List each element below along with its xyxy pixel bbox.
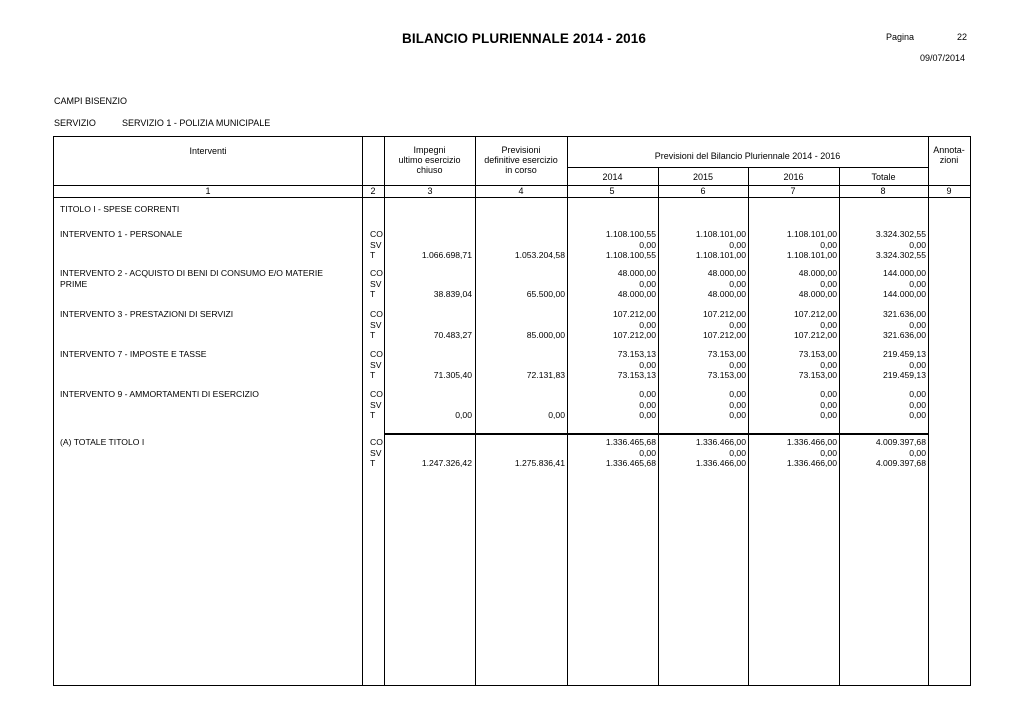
value-cell (384, 360, 472, 371)
header-2016: 2016 (783, 172, 804, 182)
value-cell: 0,00 (909, 239, 926, 250)
value-cell: 0,00 (820, 410, 837, 420)
value-column-y2015 (658, 389, 746, 421)
value-cell: 0,00 (820, 359, 837, 370)
value-cell (384, 229, 472, 240)
value-column-y2014 (567, 268, 656, 300)
header-2014: 2014 (602, 172, 623, 182)
header-previsioni: Previsioni definitive esercizio in corso (484, 145, 558, 175)
value-column-y2015 (658, 268, 746, 300)
header-2015: 2015 (692, 172, 714, 182)
value-cell: 0,00 (729, 447, 746, 458)
code-cell: CO (370, 389, 383, 399)
column-number: 4 (518, 186, 524, 196)
value-column-previsioni (475, 437, 565, 469)
value-cell: 1.108.100,55 (605, 229, 656, 239)
code-cell: T (370, 410, 376, 420)
value-cell (475, 349, 565, 360)
value-cell: 0,00 (820, 389, 837, 399)
value-cell: 0,00 (729, 399, 746, 410)
header-impegni: Impegni ultimo esercizio chiuso (398, 145, 461, 175)
value-cell: 1.108.101,00 (695, 250, 746, 260)
value-cell: 219.459,13 (882, 349, 926, 359)
value-cell: 0,00 (909, 447, 926, 458)
value-cell: 0,00 (729, 239, 746, 250)
value-cell: 107.212,00 (793, 309, 837, 319)
entity-name: CAMPI BISENZIO (54, 96, 128, 106)
code-cell: SV (370, 278, 382, 289)
value-cell: 0,00 (820, 239, 837, 250)
page-title: BILANCIO PLURIENNALE 2014 - 2016 (402, 31, 647, 46)
value-cell: 73.153,00 (798, 349, 837, 359)
value-column-y2015 (658, 349, 746, 381)
service-label: SERVIZIO (54, 118, 96, 128)
value-column-y2015 (658, 437, 746, 469)
value-cell: 1.336.465,68 (605, 437, 656, 447)
value-cell: 0,00 (639, 319, 656, 330)
value-column-totale (839, 349, 926, 381)
value-cell: 0,00 (820, 399, 837, 410)
value-column-impegni (384, 349, 472, 381)
row-label: INTERVENTO 2 - ACQUISTO DI BENI DI CONSUMO E/O MATERIE PRIME (60, 268, 323, 289)
value-cell (384, 349, 472, 360)
value-cell: 72.131,83 (526, 370, 565, 380)
value-cell: 1.053.204,58 (514, 250, 565, 260)
header-divider (54, 197, 970, 198)
value-cell (475, 320, 565, 331)
value-cell (475, 229, 565, 240)
value-column-impegni (384, 437, 472, 469)
value-cell: 1.108.100,55 (605, 250, 656, 260)
value-cell: 0,00 (820, 319, 837, 330)
value-cell (475, 389, 565, 400)
value-column-y2014 (567, 309, 656, 341)
value-cell: 48.000,00 (707, 268, 746, 278)
value-cell: 0,00 (909, 410, 926, 420)
value-column-impegni (384, 268, 472, 300)
code-cell: SV (370, 447, 382, 458)
value-cell: 38.839,04 (433, 289, 472, 299)
value-column-y2016 (748, 229, 837, 261)
value-cell: 0,00 (909, 389, 926, 399)
value-column-totale (839, 229, 926, 261)
value-cell: 1.336.466,00 (695, 458, 746, 468)
value-cell (475, 448, 565, 459)
code-cell: CO (370, 268, 383, 278)
value-cell (475, 437, 565, 448)
value-cell: 48.000,00 (798, 289, 837, 299)
value-column-y2015 (658, 309, 746, 341)
service-value: SERVIZIO 1 - POLIZIA MUNICIPALE (122, 118, 271, 128)
value-column-previsioni (475, 229, 565, 261)
value-cell: 144.000,00 (882, 289, 926, 299)
page-number: 22 (957, 32, 968, 42)
value-cell: 1.108.101,00 (695, 229, 746, 239)
value-column-previsioni (475, 268, 565, 300)
column-divider (362, 137, 363, 685)
value-cell: 73.153,13 (617, 349, 656, 359)
value-cell (475, 400, 565, 411)
column-number: 9 (946, 186, 952, 196)
value-cell: 0,00 (909, 359, 926, 370)
value-cell: 1.336.466,00 (695, 437, 746, 447)
value-column-totale (839, 389, 926, 421)
value-cell: 1.247.326,42 (421, 458, 472, 468)
value-cell: 0,00 (639, 389, 656, 399)
column-number: 3 (427, 186, 433, 196)
value-cell: 0,00 (820, 447, 837, 458)
column-number: 5 (609, 186, 615, 196)
value-cell: 321.636,00 (882, 309, 926, 319)
column-number: 1 (205, 186, 211, 196)
value-cell (384, 279, 472, 290)
value-cell: 3.324.302,55 (875, 250, 926, 260)
code-cell: SV (370, 359, 382, 370)
row-label: INTERVENTO 3 - PRESTAZIONI DI SERVIZI (60, 309, 234, 319)
report-date: 09/07/2014 (920, 53, 966, 63)
code-cell: CO (370, 229, 383, 239)
value-column-impegni (384, 389, 472, 421)
value-cell (384, 400, 472, 411)
page-label: Pagina (886, 32, 915, 42)
value-cell: 0,00 (548, 410, 565, 420)
value-column-impegni (384, 229, 472, 261)
column-number: 6 (700, 186, 706, 196)
value-cell (384, 309, 472, 320)
value-column-totale (839, 437, 926, 469)
header-previsioni-bilancio: Previsioni del Bilancio Pluriennale 2014 - 2016 (654, 151, 841, 161)
value-cell: 0,00 (639, 399, 656, 410)
value-cell: 107.212,00 (612, 330, 656, 340)
code-cell: SV (370, 239, 382, 250)
value-cell: 48.000,00 (617, 289, 656, 299)
value-cell: 0,00 (909, 278, 926, 289)
header-totale: Totale (871, 172, 896, 182)
value-column-impegni (384, 309, 472, 341)
value-cell: 48.000,00 (617, 268, 656, 278)
row-label: (A) TOTALE TITOLO I (60, 437, 145, 447)
column-number: 2 (370, 186, 376, 196)
value-cell: 71.305,40 (433, 370, 472, 380)
value-column-y2016 (748, 268, 837, 300)
value-column-y2014 (567, 389, 656, 421)
value-cell: 107.212,00 (702, 330, 746, 340)
value-cell: 73.153,00 (798, 370, 837, 380)
column-number: 7 (790, 186, 796, 196)
code-cell: T (370, 250, 376, 260)
value-column-y2015 (658, 229, 746, 261)
row-label: INTERVENTO 7 - IMPOSTE E TASSE (60, 349, 207, 359)
value-cell (475, 268, 565, 279)
value-column-totale (839, 309, 926, 341)
value-cell: 4.009.397,68 (875, 437, 926, 447)
value-cell (384, 320, 472, 331)
value-cell: 1.108.101,00 (786, 229, 837, 239)
value-cell: 1.336.466,00 (786, 458, 837, 468)
row-label: INTERVENTO 1 - PERSONALE (60, 229, 183, 239)
value-column-totale (839, 268, 926, 300)
budget-table (53, 136, 971, 686)
header-annotazioni: Annota- zioni (933, 145, 965, 165)
value-cell (384, 448, 472, 459)
value-column-y2014 (567, 349, 656, 381)
value-cell (475, 309, 565, 320)
value-cell: 0,00 (909, 399, 926, 410)
code-cell: CO (370, 437, 383, 447)
value-cell: 73.153,00 (707, 349, 746, 359)
value-cell: 0,00 (729, 389, 746, 399)
value-cell: 73.153,13 (617, 370, 656, 380)
value-column-y2016 (748, 389, 837, 421)
value-cell: 0,00 (729, 319, 746, 330)
value-cell: 107.212,00 (702, 309, 746, 319)
value-cell: 0,00 (639, 447, 656, 458)
value-cell: 1.336.466,00 (786, 437, 837, 447)
value-cell (384, 240, 472, 251)
code-cell: T (370, 458, 376, 468)
code-cell: SV (370, 399, 382, 410)
section-title: TITOLO I - SPESE CORRENTI (60, 204, 180, 214)
value-cell: 0,00 (639, 359, 656, 370)
code-cell: T (370, 370, 376, 380)
column-number: 8 (880, 186, 886, 196)
value-cell (384, 389, 472, 400)
value-cell: 3.324.302,55 (875, 229, 926, 239)
value-cell: 219.459,13 (882, 370, 926, 380)
value-cell: 48.000,00 (707, 289, 746, 299)
value-cell: 107.212,00 (793, 330, 837, 340)
value-cell: 0,00 (729, 410, 746, 420)
value-cell: 107.212,00 (612, 309, 656, 319)
value-column-previsioni (475, 389, 565, 421)
code-cell: CO (370, 349, 383, 359)
value-cell: 0,00 (729, 359, 746, 370)
value-cell (384, 268, 472, 279)
code-cell: CO (370, 309, 383, 319)
value-cell: 65.500,00 (526, 289, 565, 299)
value-cell: 73.153,00 (707, 370, 746, 380)
value-cell: 4.009.397,68 (875, 458, 926, 468)
code-cell: T (370, 330, 376, 340)
value-cell: 70.483,27 (433, 330, 472, 340)
row-label: INTERVENTO 9 - AMMORTAMENTI DI ESERCIZIO (60, 389, 259, 399)
value-cell: 1.066.698,71 (421, 250, 472, 260)
value-cell: 0,00 (820, 278, 837, 289)
value-column-y2016 (748, 309, 837, 341)
value-column-y2016 (748, 349, 837, 381)
value-cell: 85.000,00 (526, 330, 565, 340)
value-cell: 0,00 (455, 410, 472, 420)
value-cell: 48.000,00 (798, 268, 837, 278)
value-cell: 0,00 (639, 410, 656, 420)
total-divider (384, 433, 928, 435)
header-interventi: Interventi (189, 146, 227, 156)
value-cell: 1.108.101,00 (786, 250, 837, 260)
value-cell: 0,00 (909, 319, 926, 330)
value-cell (475, 279, 565, 290)
value-cell: 144.000,00 (882, 268, 926, 278)
value-column-y2014 (567, 437, 656, 469)
value-cell: 0,00 (639, 239, 656, 250)
value-column-previsioni (475, 349, 565, 381)
value-cell: 1.336.465,68 (605, 458, 656, 468)
value-cell (475, 240, 565, 251)
column-divider (928, 137, 929, 685)
header-divider (567, 167, 928, 168)
code-cell: SV (370, 319, 382, 330)
value-cell: 0,00 (729, 278, 746, 289)
value-cell: 1.275.836,41 (514, 458, 565, 468)
value-column-previsioni (475, 309, 565, 341)
value-cell: 321.636,00 (882, 330, 926, 340)
value-cell (475, 360, 565, 371)
value-column-y2014 (567, 229, 656, 261)
value-cell: 0,00 (639, 278, 656, 289)
value-column-y2016 (748, 437, 837, 469)
value-cell (384, 437, 472, 448)
code-cell: T (370, 289, 376, 299)
